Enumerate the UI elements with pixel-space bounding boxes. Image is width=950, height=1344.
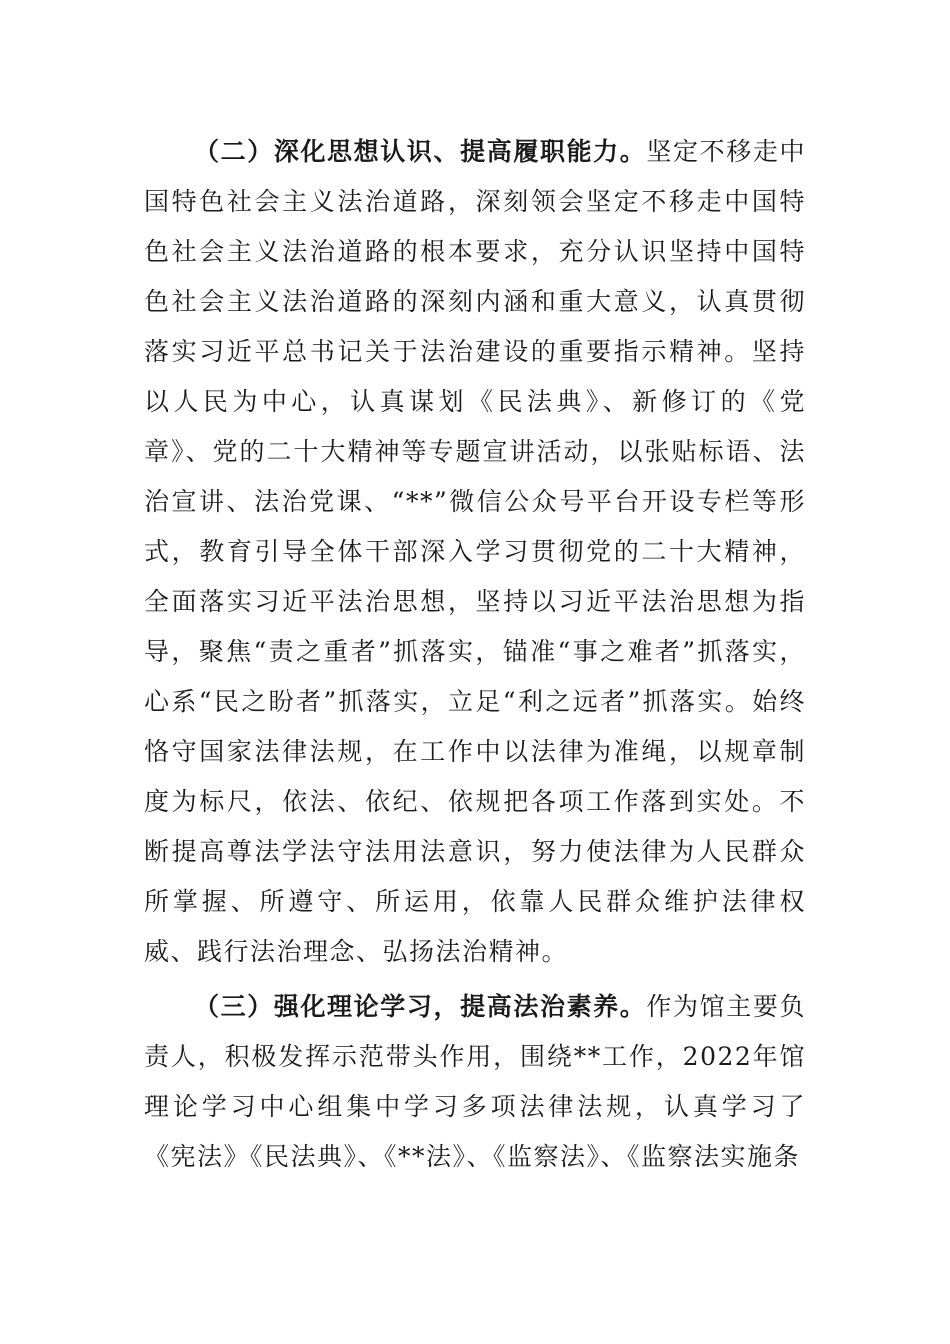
section-heading: （二）深化思想认识、提高履职能力。: [194, 137, 647, 166]
paragraph: [144, 982, 806, 1182]
paragraph-body: 作为馆主要负责人，积极发挥示范带头作用，围绕**工作，2022年馆理论学习中心组集中学习多项法律法规，认真学习了《宪法》《民法典》、《**法》、《监察法》、《监察法实施条: [144, 992, 806, 1171]
paragraph-section-2: [144, 127, 806, 977]
paragraph: [144, 127, 806, 977]
section-heading: （三）强化理论学习，提高法治素养。: [194, 992, 647, 1021]
paragraph-section-3: [144, 982, 806, 1182]
paragraph-body: 坚定不移走中国特色社会主义法治道路，深刻领会坚定不移走中国特色社会主义法治道路的根本要求，充分认识坚持中国特色社会主义法治道路的深刻内涵和重大意义，认真贯彻落实习近平总书记关于法治建设的重要指示精神。坚持以人民为中心，认真谋划《民法典》、新修订的《党章》、党的二十大精神等专题宣讲活动，以张贴标语、法治宣讲、法治党课、“**”微信公众号平台开设专栏等形式，教育引导全体干部深入学习贯彻党的二十大精神，全面落实习近平法治思想，坚持以习近平法治思想为指导，聚焦“责之重者”抓落实，锚准“事之难者”抓落实，心系“民之盼者”抓落实，立足“利之远者”抓落实。始终恪守国家法律法规，在工作中以法律为准绳，以规章制度为标尺，依法、依纪、依规把各项工作落到实处。不断提高尊法学法守法用法意识，努力使法律为人民群众所掌握、所遵守、所运用，依靠人民群众维护法律权威、践行法治理念、弘扬法治精神。: [144, 137, 806, 966]
